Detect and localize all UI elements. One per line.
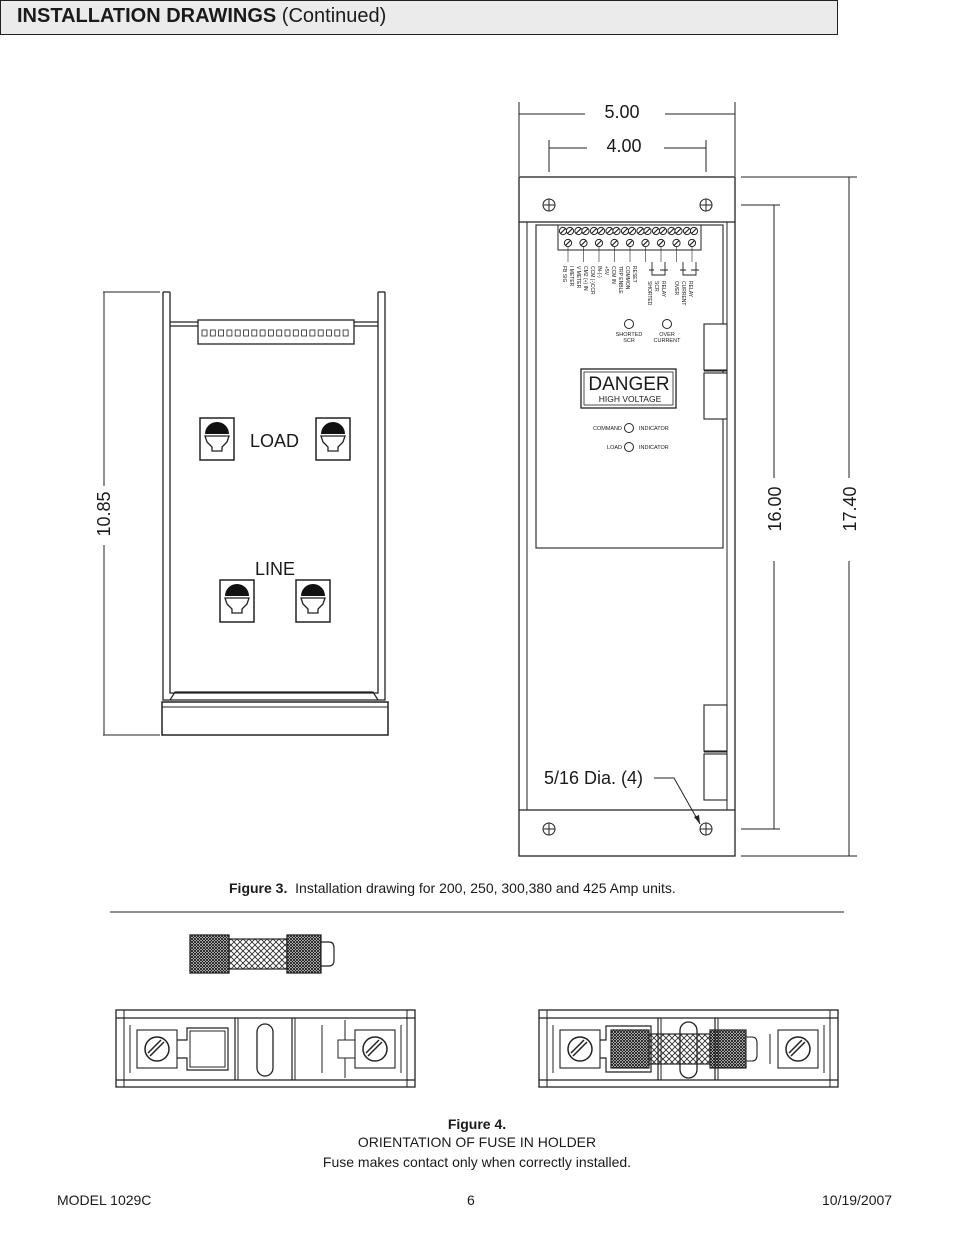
strip-pin	[260, 330, 265, 336]
strip-pin	[302, 330, 307, 336]
terminal-screw-top	[559, 227, 566, 234]
figure4-line1: ORIENTATION OF FUSE IN HOLDER	[357, 1134, 597, 1150]
terminal-screw-bottom	[611, 239, 618, 246]
terminal-screw-top	[668, 227, 675, 234]
terminal-screw-bottom	[564, 239, 571, 246]
strip-pin	[343, 330, 348, 336]
terminal-screw-bottom	[657, 239, 664, 246]
terminal-screw-top	[659, 227, 666, 234]
line-lug-left	[220, 580, 254, 622]
led-over-line1: OVER	[659, 332, 675, 338]
led-over-line2: CURRENT	[653, 338, 681, 344]
strip-pin	[327, 330, 332, 336]
load-label: LOAD	[250, 431, 300, 451]
strip-pin	[219, 330, 224, 336]
inner-height-dimension: 16.00	[765, 486, 785, 532]
terminal-screw-top	[628, 227, 635, 234]
footer-page-number: 6	[467, 1192, 475, 1208]
terminal-label: RESET	[631, 266, 637, 283]
terminal-screw-top	[621, 227, 628, 234]
relay-label: CURRENT	[680, 281, 686, 306]
relay-label: OVER	[673, 281, 679, 296]
danger-subtitle: HIGH VOLTAGE	[598, 394, 662, 404]
terminal-label: CCM IN	[610, 266, 616, 284]
hole-callout: 5/16 Dia. (4)	[544, 768, 644, 788]
load-indicator-label: INDICATOR	[639, 445, 669, 451]
command-label: COMMAND	[592, 426, 622, 432]
terminal-screw-top	[590, 227, 597, 234]
led-shorted-line2: SCR	[623, 338, 635, 344]
section-title-bold: INSTALLATION DRAWINGS	[17, 5, 277, 27]
led-shorted-line1: SHORTED	[615, 332, 643, 338]
danger-title: DANGER	[588, 374, 670, 395]
terminal-label: TRP ENBLE	[617, 266, 623, 294]
relay-label: SHORTED	[646, 281, 652, 306]
terminal-label: IN-(-)	[596, 266, 602, 278]
command-indicator-label: INDICATOR	[639, 426, 669, 432]
strip-pin	[210, 330, 215, 336]
terminal-label: FB SIG	[561, 266, 567, 283]
relay-label: SCR	[653, 281, 659, 292]
figure4-label: Figure 4.	[447, 1116, 507, 1132]
front-view	[94, 292, 388, 735]
strip-pin	[202, 330, 207, 336]
load-lug-right	[316, 418, 350, 460]
strip-pin	[277, 330, 282, 336]
terminal-screw-bottom	[688, 239, 695, 246]
load-lug-left	[200, 418, 234, 460]
terminal-label: +5V	[603, 266, 609, 276]
terminal-screw-top	[575, 227, 582, 234]
line-lug-right	[296, 580, 330, 622]
terminal-screw-bottom	[595, 239, 602, 246]
terminal-label: CM2 (+) IN	[582, 266, 588, 291]
footer-date: 10/19/2007	[822, 1192, 893, 1208]
terminal-screw-top	[683, 227, 690, 234]
figure3-caption	[229, 880, 676, 896]
inner-width-dimension: 4.00	[606, 136, 642, 156]
terminal-screw-bottom	[642, 239, 649, 246]
outer-height-dimension: 17.40	[840, 486, 860, 532]
strip-pin	[244, 330, 249, 336]
terminal-screw-top	[613, 227, 620, 234]
terminal-screw-top	[582, 227, 589, 234]
terminal-label: CCM (-)CCR	[589, 266, 595, 295]
terminal-screw-bottom	[673, 239, 680, 246]
terminal-label: V METER	[575, 266, 581, 289]
terminal-screw-bottom	[626, 239, 633, 246]
terminal-screw-top	[675, 227, 682, 234]
terminal-screw-top	[637, 227, 644, 234]
terminal-label: COMMON	[624, 266, 630, 290]
relay-label: RELAY	[687, 281, 693, 298]
fuse-holder-empty	[116, 1010, 415, 1087]
outer-width-dimension: 5.00	[604, 102, 640, 122]
front-height-dimension: 10.85	[94, 491, 114, 537]
strip-pin	[318, 330, 323, 336]
relay-label: RELAY	[660, 281, 666, 298]
strip-pin	[293, 330, 298, 336]
strip-pin	[335, 330, 340, 336]
figure4-line2: Fuse makes contact only when correctly installed.	[322, 1154, 632, 1170]
load-indicator-name: LOAD	[607, 445, 622, 451]
fuse-drawing	[190, 935, 334, 973]
strip-pin	[310, 330, 315, 336]
terminal-screw-top	[690, 227, 697, 234]
terminal-screw-top	[644, 227, 651, 234]
fuse-holder-installed	[539, 1010, 838, 1087]
terminal-screw-top	[597, 227, 604, 234]
footer-model: MODEL 1029C	[57, 1192, 152, 1208]
terminal-screw-top	[606, 227, 613, 234]
section-title-rest: (Continued)	[276, 5, 387, 27]
strip-pin	[285, 330, 290, 336]
strip-pin	[227, 330, 232, 336]
terminal-label: I METER	[568, 266, 574, 287]
terminal-screw-top	[566, 227, 573, 234]
terminal-screw-bottom	[580, 239, 587, 246]
strip-pin	[268, 330, 273, 336]
terminal-screw-top	[652, 227, 659, 234]
figure3-label: Figure 3.	[229, 880, 288, 896]
strip-pin	[235, 330, 240, 336]
line-label: LINE	[255, 559, 296, 579]
side-view	[519, 102, 860, 856]
figure3-text: Installation drawing for 200, 250, 300,380 and 425 Amp units.	[295, 880, 676, 896]
strip-pin	[252, 330, 257, 336]
